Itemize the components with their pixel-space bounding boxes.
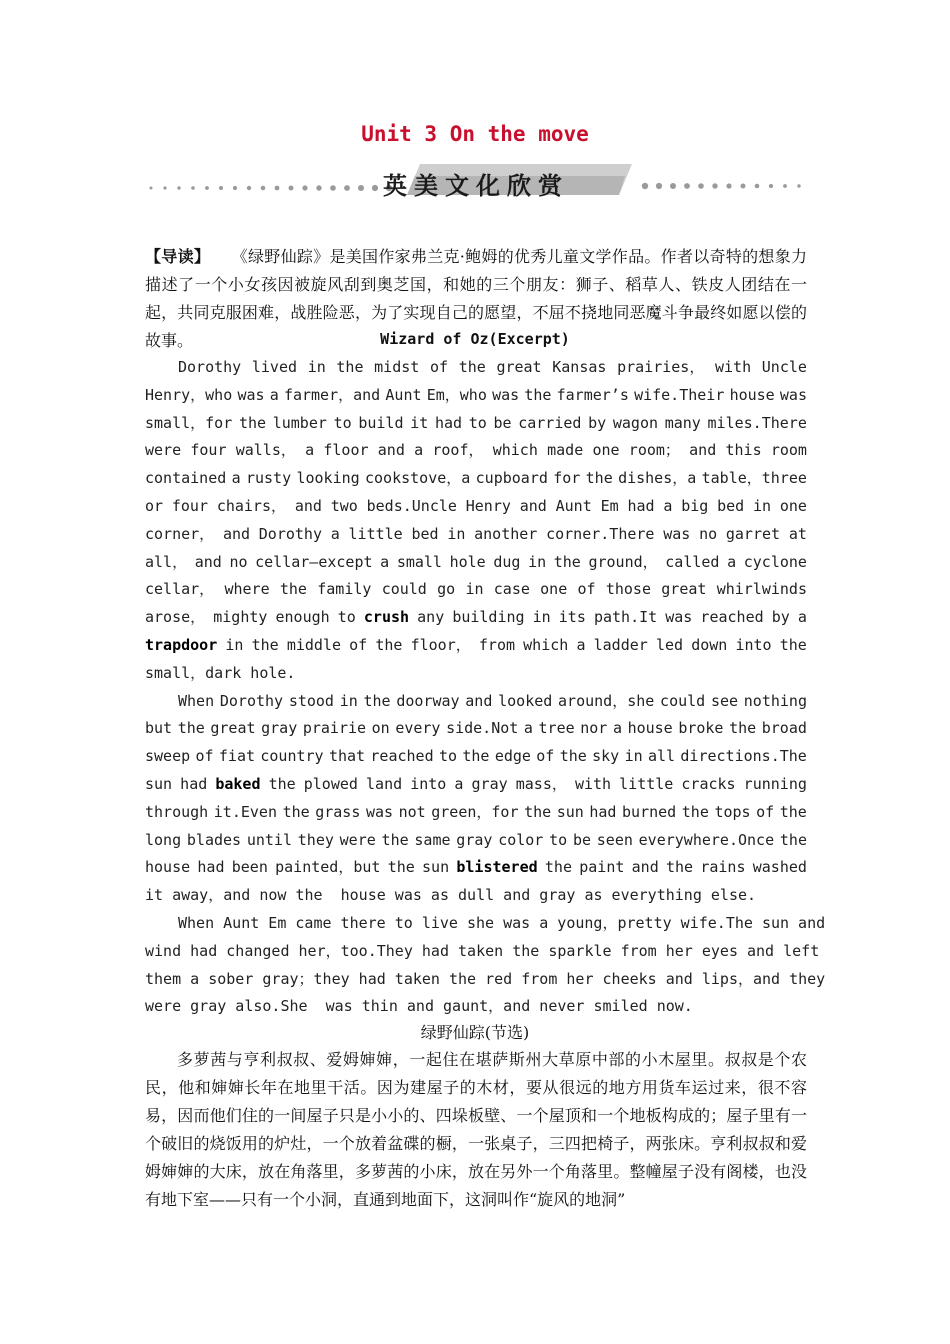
word: wagon [612, 413, 659, 432]
word: which [523, 635, 569, 654]
word: it.Even [213, 802, 277, 821]
word: four [171, 496, 208, 515]
word: to [549, 830, 568, 849]
english-line [145, 966, 826, 994]
word: house [145, 858, 191, 877]
word: in [528, 552, 547, 571]
word: paint [579, 858, 625, 877]
word: sweep [145, 747, 191, 766]
word: cracks [681, 774, 736, 793]
section-banner [145, 160, 807, 200]
word: plowed [303, 774, 358, 793]
english-line [145, 688, 807, 716]
word: build [358, 413, 404, 432]
word: with [574, 774, 612, 793]
word: reached [700, 608, 764, 627]
word: little [348, 524, 403, 543]
word: or [145, 496, 164, 515]
word: a [727, 552, 737, 571]
word: be [493, 413, 512, 432]
word: by [771, 608, 790, 627]
word: grass [315, 802, 361, 821]
word: of [756, 802, 775, 821]
word: painted，but [275, 858, 381, 877]
word: see [710, 691, 739, 710]
word: long [145, 830, 182, 849]
word: small [396, 552, 442, 571]
word: Henry，who [145, 385, 233, 404]
word: bed [717, 496, 745, 515]
word: chairs， [216, 496, 286, 515]
word: mighty [213, 608, 268, 627]
word: whirlwinds [716, 580, 807, 599]
word: room [770, 441, 807, 460]
word: gray [261, 719, 298, 738]
word: room； [628, 441, 680, 460]
word: not [398, 802, 426, 821]
word: carried [518, 413, 582, 432]
word: washed [752, 858, 807, 877]
word: the [544, 858, 572, 877]
word: its [558, 608, 586, 627]
word: When Aunt Em came there to live she was a young，pretty wife.The sun and [178, 913, 826, 932]
word: tops [714, 802, 751, 821]
word: no [699, 524, 718, 543]
word: and [222, 524, 251, 543]
word: everywhere.Once [638, 830, 775, 849]
word: was [779, 385, 807, 404]
word: contained [145, 469, 227, 488]
english-line [145, 632, 807, 660]
word: middle [286, 635, 342, 654]
word: had [180, 774, 208, 793]
word: of [195, 747, 214, 766]
word: was [663, 524, 691, 543]
word: miles.There [707, 413, 807, 432]
word: for [553, 469, 581, 488]
word: the [666, 858, 694, 877]
word: around，she [558, 691, 655, 710]
chinese-paragraph: 多萝茜与亨利叔叔、爱姆婶婶，一起住在堪萨斯州大草原中部的小木屋里。叔叔是个农民，他和婶婶长年在地里干活。因为建屋子的木材，要从很远的地方用货车运过来，很不容易，因而他们住的一间屋子只是小小的、四垛板壁、一个屋顶和一个地板构成的；屋子里有一个破旧的烧饭用的炉灶，一个放着盆碟的橱，一张桌子，三四把椅子，两张床。亨利叔叔和爱姆婶婶的大床，放在角落里，多萝茜的小床，放在另外一个角落里。整幢屋子没有阁楼，也没有地下室——只有一个小洞，直通到地面下，这洞叫作“旋风的地洞” [145, 1050, 807, 1209]
word: had [434, 413, 463, 432]
word: no [229, 552, 248, 571]
word: on [371, 719, 390, 738]
english-line [145, 576, 807, 604]
word: nothing [743, 691, 807, 710]
word: ladder [593, 635, 648, 654]
word: hole [449, 552, 486, 571]
word: them a sober gray；they had taken the red from her cheeks and lips，and they [145, 969, 826, 988]
word: mass， [515, 774, 567, 793]
word: which [492, 441, 538, 460]
word: nor [580, 719, 608, 738]
word: in [447, 524, 466, 543]
word: broke [678, 719, 724, 738]
word: small，for [145, 413, 233, 432]
english-line [145, 771, 807, 799]
word: was [665, 608, 693, 627]
word: sun [145, 774, 173, 793]
word: the [524, 385, 552, 404]
word: the [681, 802, 709, 821]
word: Aunt [555, 496, 592, 515]
word: this [725, 441, 762, 460]
word: but [145, 719, 173, 738]
word: had [589, 802, 617, 821]
word: and [689, 441, 717, 460]
word: the [779, 635, 807, 654]
word: the [458, 358, 486, 376]
intro-label: 【导读】 [145, 247, 211, 266]
word: enough [275, 608, 330, 627]
word: sun [556, 802, 584, 821]
word: they [297, 830, 334, 849]
word: sky [592, 747, 620, 766]
word: running [743, 774, 807, 793]
word: big [681, 496, 709, 515]
word: table，three [701, 469, 807, 488]
word: bed [411, 524, 439, 543]
word: stood [288, 691, 334, 710]
word: a [523, 719, 533, 738]
word: floor， [410, 635, 471, 654]
vocabulary-word: trapdoor [145, 635, 218, 654]
word: cellar—except [255, 552, 373, 571]
word: four [190, 441, 227, 460]
word: any [417, 608, 445, 627]
word: fiat [218, 747, 256, 766]
english-line [145, 799, 807, 827]
word: corner.There [546, 524, 655, 543]
word: to [468, 413, 487, 432]
word: a [612, 719, 622, 738]
word: to [337, 608, 356, 627]
word: prairie [302, 719, 367, 738]
word: corner， [145, 524, 215, 543]
word: of [536, 747, 555, 766]
word: the [585, 469, 613, 488]
word: many [664, 413, 701, 432]
word: building [452, 608, 525, 627]
word: those [605, 580, 651, 599]
word: in [532, 608, 551, 627]
word: and [294, 496, 322, 515]
word: midst [374, 358, 420, 376]
word: by [588, 413, 607, 432]
word: that [328, 747, 366, 766]
word: roof， [432, 441, 484, 460]
word: the [559, 747, 587, 766]
word: it away，and now the house was as dull and gray as everything else. [145, 886, 757, 905]
word: the [251, 635, 279, 654]
word: could [381, 580, 427, 599]
chinese-text [145, 1046, 807, 1214]
word: house [627, 719, 673, 738]
word: of [349, 635, 368, 654]
word: at [788, 524, 807, 543]
word: made [547, 441, 584, 460]
word: the [336, 358, 364, 376]
word: dishes，a [618, 469, 697, 488]
word: rains [700, 858, 746, 877]
word: garret [725, 524, 781, 543]
word: cellar， [145, 580, 215, 599]
word: every [395, 719, 441, 738]
word: directions.The [680, 747, 807, 766]
word: a [269, 385, 279, 404]
word: until [246, 830, 292, 849]
word: where [224, 580, 270, 599]
word: the [381, 830, 409, 849]
word: doorway [396, 691, 460, 710]
word: Uncle [761, 358, 807, 376]
word: house [729, 385, 775, 404]
word: another [474, 524, 538, 543]
word: a [330, 524, 340, 543]
word: color [498, 830, 544, 849]
english-line [145, 827, 807, 855]
word: in [465, 580, 484, 599]
word: wind had changed her，too.They had taken the sparkle from her eyes and left [145, 941, 820, 960]
word: a [414, 441, 424, 460]
word: into [735, 635, 772, 654]
word: were [145, 441, 182, 460]
word: of [429, 358, 449, 376]
word: had [627, 496, 655, 515]
english-line [145, 660, 807, 688]
word: Dorothy [258, 524, 322, 543]
word: same [414, 830, 451, 849]
word: the [779, 830, 807, 849]
word: was [237, 385, 265, 404]
word: were [339, 830, 376, 849]
word: with [715, 358, 752, 376]
word: looking [296, 469, 360, 488]
english-line [145, 993, 807, 1021]
word: led [655, 635, 684, 654]
banner-title: 英美文化欣赏 [383, 172, 569, 200]
word: from [478, 635, 516, 654]
word: through [145, 802, 209, 821]
word: and [519, 496, 547, 515]
word: arose， [145, 608, 206, 627]
word: looked [498, 691, 553, 710]
word: side.Not [446, 719, 519, 738]
word: Aunt [385, 385, 422, 404]
word: to [333, 413, 352, 432]
word: the [387, 858, 415, 877]
word: the [375, 635, 403, 654]
word: could [660, 691, 706, 710]
word: in [307, 358, 326, 376]
word: the [462, 747, 490, 766]
word: were gray also.She was thin and gaunt，and never smiled now. [145, 997, 693, 1016]
word: rusty [245, 469, 292, 488]
word: in [624, 747, 643, 766]
word: was [365, 802, 394, 821]
word: country [260, 747, 324, 766]
word: little [619, 774, 674, 793]
english-text [145, 354, 826, 1021]
word: When [178, 691, 215, 710]
word: Dorothy [219, 691, 284, 710]
word: a [454, 774, 464, 793]
word: into [410, 774, 447, 793]
word: the [524, 802, 552, 821]
word: prairies， [617, 358, 705, 376]
word: path.It [593, 608, 658, 627]
word: small，dark hole. [145, 663, 296, 682]
vocabulary-word: crush [363, 608, 410, 627]
word: edge [494, 747, 531, 766]
word: and [194, 552, 222, 571]
unit-title: Unit 3 On the move [361, 122, 589, 146]
word: cyclone [743, 552, 807, 571]
word: the [729, 719, 757, 738]
intro-text: 《绿野仙踪》是美国作家弗兰克·鲍姆的优秀儿童文学作品。作者以奇特的想象力描述了一个小女孩因被旋风刮到奥芝国，和她的三个朋友：狮子、稻草人、铁皮人团结在一起，共同克服困难，战胜险恶，为了实现自己的愿望，不屈不挠地同恶魔斗争最终如愿以偿的故事。 [145, 247, 807, 350]
word: one [779, 496, 807, 515]
word: Dorothy [178, 358, 242, 376]
word: great [210, 719, 256, 738]
word: cookstove，a [365, 469, 471, 488]
word: family [317, 580, 372, 599]
word: in [225, 635, 244, 654]
english-line [145, 604, 807, 632]
word: lived [251, 358, 298, 376]
word: farmer，and [283, 385, 381, 404]
word: burned [622, 802, 677, 821]
word: the [282, 802, 310, 821]
word: be [572, 830, 591, 849]
word: gray [456, 830, 493, 849]
word: gray [471, 774, 508, 793]
word: and [631, 858, 659, 877]
word: one [592, 441, 620, 460]
english-line [145, 354, 807, 382]
word: tree [538, 719, 575, 738]
word: to [438, 747, 458, 766]
word: great [661, 580, 707, 599]
english-line [145, 549, 807, 577]
word: and [465, 691, 493, 710]
word: Em [600, 496, 619, 515]
english-line [145, 882, 807, 910]
word: a [380, 552, 390, 571]
word: it [410, 413, 429, 432]
word: green，for [431, 802, 519, 821]
english-line [145, 521, 807, 549]
word: broad [761, 719, 807, 738]
word: a [576, 635, 586, 654]
word: ground， [588, 552, 658, 571]
word: the [779, 802, 807, 821]
word: the [363, 691, 391, 710]
english-line [145, 410, 807, 438]
word: lumber [272, 413, 327, 432]
vocabulary-word: blistered [456, 858, 538, 877]
word: walls， [235, 441, 296, 460]
word: two [330, 496, 358, 515]
word: seen [596, 830, 633, 849]
english-line [145, 465, 807, 493]
word: Kansas [552, 358, 607, 376]
word: down [691, 635, 728, 654]
word: Em，who [426, 385, 487, 404]
word: Henry [465, 496, 511, 515]
word: one [540, 580, 568, 599]
word: blades [186, 830, 242, 849]
word: in [753, 496, 772, 515]
english-line [145, 743, 807, 771]
word: reached [370, 747, 434, 766]
word: wife.Their [634, 385, 725, 404]
word: sun [422, 858, 450, 877]
word: the [268, 774, 296, 793]
word: the [177, 719, 205, 738]
english-line [145, 715, 807, 743]
word: and [377, 441, 405, 460]
english-line [145, 910, 826, 938]
word: case [493, 580, 530, 599]
english-title: Wizard of Oz(Excerpt) [380, 330, 570, 348]
word: all， [145, 552, 188, 571]
word: great [496, 358, 542, 376]
word: had [197, 858, 225, 877]
word: the [238, 413, 267, 432]
word: called [665, 552, 720, 571]
word: beds.Uncle [366, 496, 457, 515]
word: was [492, 385, 520, 404]
word: all [647, 747, 676, 766]
english-line [145, 493, 807, 521]
word: a [231, 469, 241, 488]
english-line [145, 854, 807, 882]
word: been [231, 858, 268, 877]
word: cupboard [475, 469, 548, 488]
word: go [437, 580, 456, 599]
word: a [663, 496, 673, 515]
english-line [145, 437, 807, 465]
chinese-title: 绿野仙踪(节选) [420, 1023, 530, 1042]
word: of [577, 580, 596, 599]
english-line [145, 382, 807, 410]
word: the [279, 580, 307, 599]
word: a [797, 608, 807, 627]
word: land [366, 774, 403, 793]
word: the [553, 552, 581, 571]
word: dug [493, 552, 521, 571]
vocabulary-word: baked [215, 774, 261, 793]
word: in [339, 691, 358, 710]
word: floor [323, 441, 369, 460]
word: farmer’s [556, 385, 629, 404]
english-line [145, 938, 820, 966]
word: a [305, 441, 315, 460]
